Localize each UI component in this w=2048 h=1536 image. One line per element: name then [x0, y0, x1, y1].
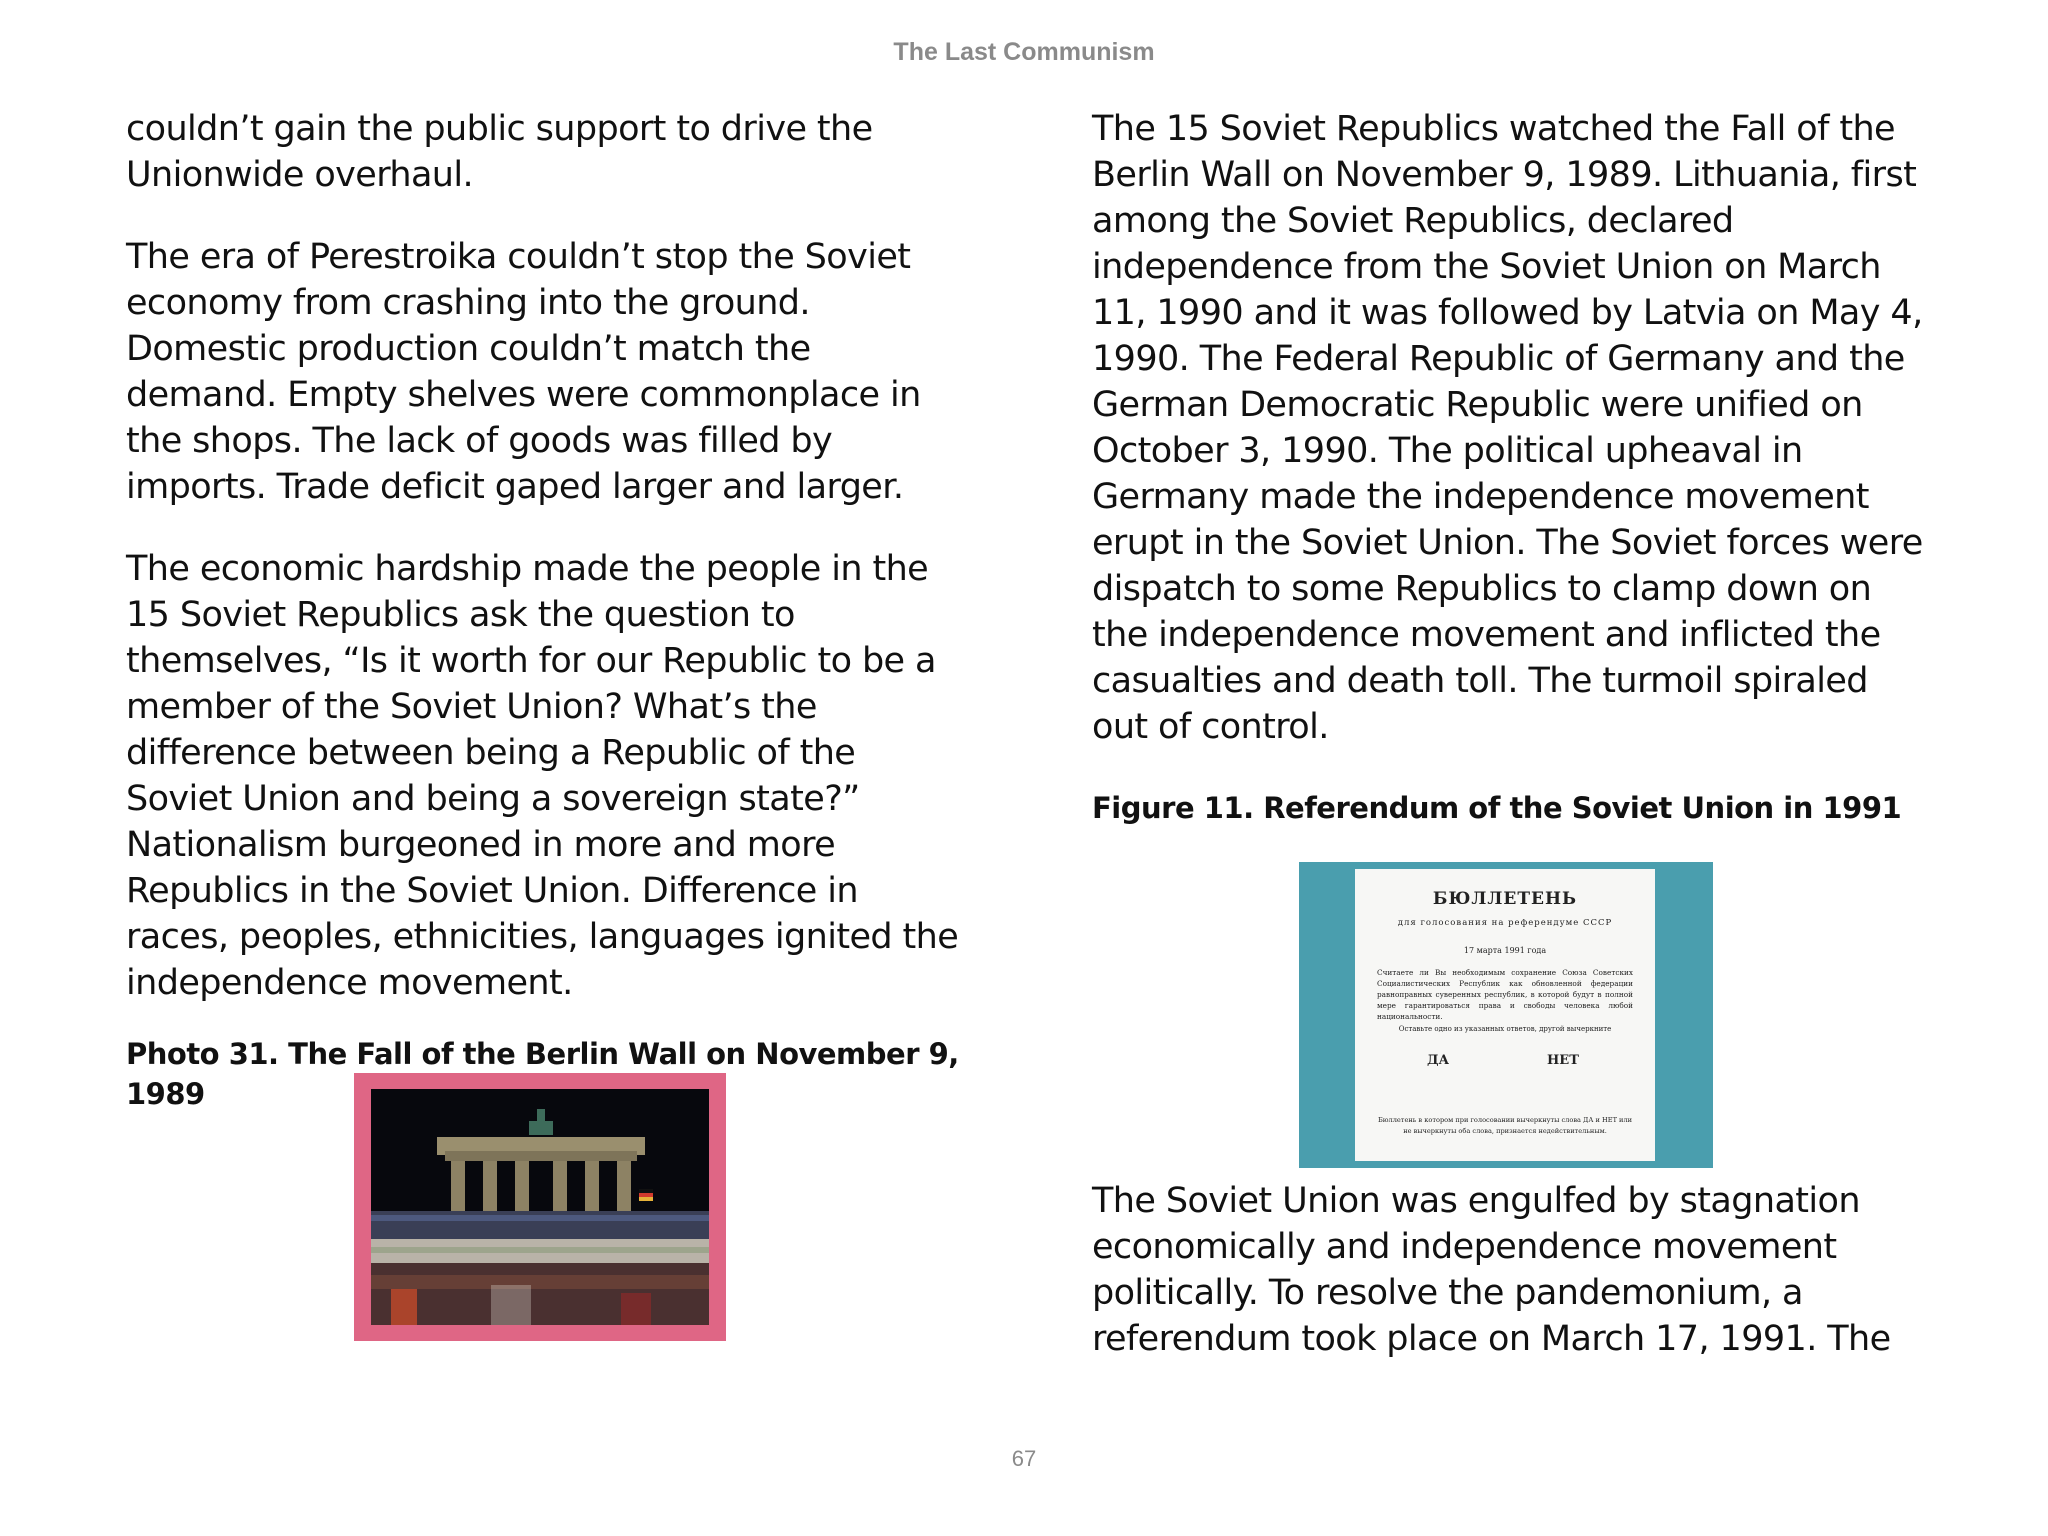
ballot-instruction: Оставьте одно из указанных ответов, другой вычеркните — [1398, 1025, 1612, 1033]
ballot-yes: ДА — [1427, 1053, 1450, 1068]
book-title: The Last Communism — [893, 38, 1155, 66]
figure-caption: Figure 11. Referendum of the Soviet Union in 1991 — [1092, 791, 1902, 825]
left-column — [126, 106, 964, 1114]
ballot-subtitle: для голосования на референдуме СССР — [1397, 918, 1613, 928]
ballot-title: БЮЛЛЕТЕНЬ — [1432, 889, 1578, 909]
berlin-wall-illustration — [371, 1089, 709, 1325]
right-column — [1092, 106, 1932, 1398]
referendum-figure — [1299, 862, 1713, 1168]
body-paragraph: couldn’t gain the public support to drive the Unionwide overhaul. — [126, 109, 873, 195]
ballot-date: 17 марта 1991 года — [1463, 946, 1547, 955]
referendum-ballot — [1355, 869, 1655, 1161]
photo-image — [371, 1089, 709, 1325]
ballot-no: НЕТ — [1547, 1053, 1579, 1068]
body-paragraph: The 15 Soviet Republics watched the Fall of the Berlin Wall on November 9, 1989. Lithuania, first among the Soviet Republics, declared independence from the Soviet Union on March 11, 1990 and it was followed by Latvia on May 4, 1990. The Federal Republic of Germany and the German Democratic Republic were unified on October 3, 1990. The political upheaval in Germany made the independence movement erupt in the Soviet Union. The Soviet forces were dispatch to some Republics to clamp down on the independence movement and inflicted the casualties and death toll. The turmoil spiraled out of control. — [1092, 109, 1923, 747]
photo-caption: Photo 31. The Fall of the Berlin Wall on November 9, 1989 — [126, 1037, 959, 1111]
ballot-footnote: Бюллетень в котором при голосовании вычеркнуты слова ДА и НЕТ или не вычеркнуты оба слова, признается недействительным. — [1377, 1116, 1633, 1135]
body-paragraph: The economic hardship made the people in the 15 Soviet Republics ask the question to themselves, “Is it worth for our Republic to be a member of the Soviet Union? What’s the difference between being a Republic of the Soviet Union and being a sovereign state?” Nationalism burgeoned in more and more Republics in the Soviet Union. Difference in races, peoples, ethnicities, languages ignited the independence movement. — [126, 549, 959, 1003]
ballot-question: Считаете ли Вы необходимым сохранение Союза Советских Социалистических Республик как обновленной федерации равноправных суверенных республик, в которой будут в полной мере гарантироваться права и свободы человека любой национальности. — [1377, 968, 1633, 1021]
berlin-wall-photo — [354, 1073, 726, 1341]
body-paragraph: The Soviet Union was engulfed by stagnation economically and independence movement politically. To resolve the pandemonium, a referendum took place on March 17, 1991. The — [1092, 1181, 1891, 1359]
page-number: 67 — [1011, 1446, 1037, 1471]
body-paragraph: The era of Perestroika couldn’t stop the Soviet economy from crashing into the ground. Domestic production couldn’t match the demand. Empty shelves were commonplace in the shops. The lack of goods was filled by imports. Trade deficit gaped larger and larger. — [126, 237, 921, 507]
